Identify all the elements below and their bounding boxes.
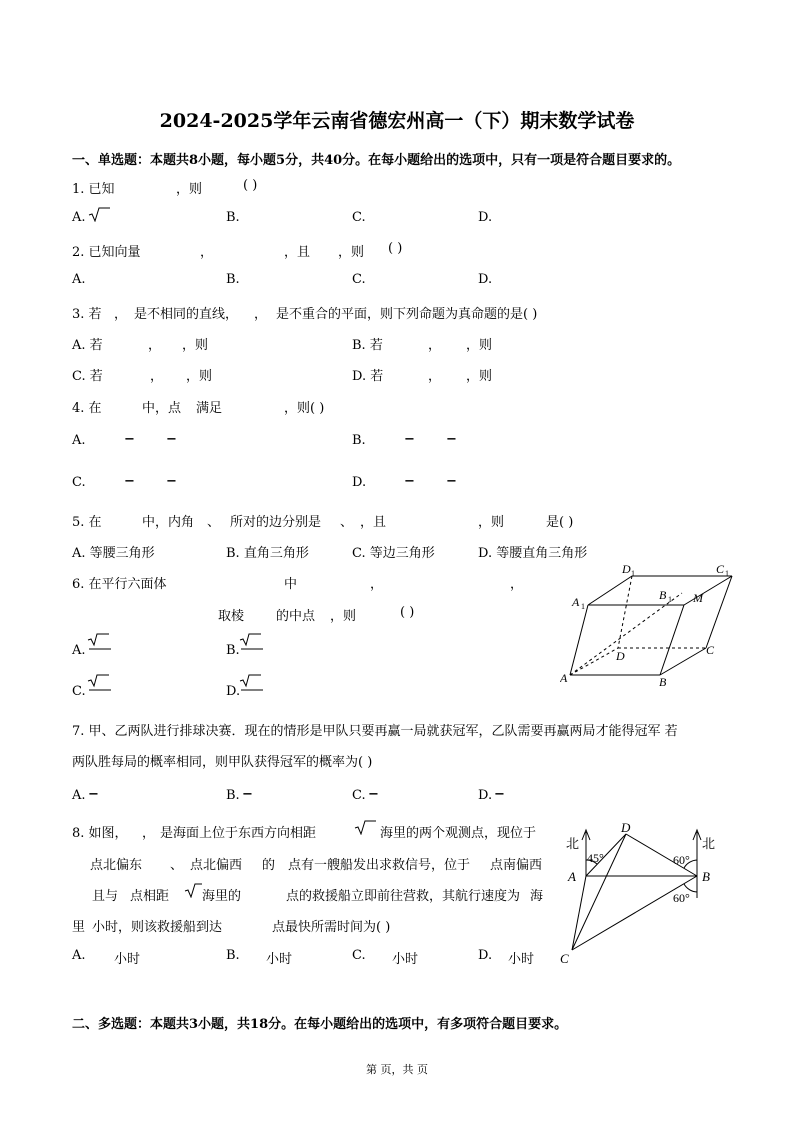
q6-stem1-c: ，	[370, 577, 384, 592]
q8-option-a-unit: 小时	[114, 952, 141, 967]
q8-line1-c: 是海面上位于东西方向相距	[160, 826, 317, 841]
q6-stem2-d: ( )	[400, 605, 415, 620]
q4-option-a-minus-2: −	[166, 432, 177, 447]
sqrt-icon	[354, 819, 376, 835]
q5-option-c: C. 等边三角形	[352, 546, 435, 561]
q3-option-b-mid: ，	[428, 338, 442, 353]
q7-option-a: A.	[72, 788, 86, 803]
q3-stem-e: 是不重合的平面，则下列命题为真命题的是( )	[276, 307, 538, 322]
q7-option-a-minus: −	[88, 787, 99, 802]
label-c: C	[560, 951, 569, 966]
q4-option-b-minus-1: −	[404, 432, 415, 447]
q3-option-d-end: ，则	[466, 369, 493, 384]
sqrt-icon	[184, 882, 202, 898]
q7-option-d-minus: −	[494, 787, 505, 802]
q4-option-c: C.	[72, 475, 86, 490]
q3-option-d-mid: ，	[428, 369, 442, 384]
label-north-left: 北	[566, 836, 580, 851]
fraction-sqrt-icon	[87, 633, 111, 651]
q3-option-b-label: B. 若	[352, 338, 383, 353]
q2-option-d: D.	[478, 272, 493, 287]
q5-option-b: B. 直角三角形	[226, 546, 309, 561]
q4-option-d-minus-1: −	[404, 474, 415, 489]
label-a: A	[568, 869, 576, 884]
q3-option-d-label: D. 若	[352, 369, 384, 384]
q4-stem-c: 满足	[196, 401, 223, 416]
q6-option-b: B.	[226, 643, 240, 658]
label-c1: C	[716, 562, 725, 576]
q7-option-b-minus: −	[242, 787, 253, 802]
label-d: D	[621, 820, 631, 835]
q5-option-d: D. 等腰直角三角形	[478, 546, 588, 561]
label-b: B	[659, 675, 667, 689]
label-angle-60-bottom: 60°	[673, 891, 690, 905]
q3-option-a-label: A. 若	[72, 338, 103, 353]
q6-stem1-d: ，	[510, 577, 524, 592]
label-d1: D	[622, 562, 631, 576]
fraction-sqrt-icon	[87, 674, 111, 692]
q6-option-c: C.	[72, 684, 86, 699]
q5-stem-e: 、	[340, 515, 354, 530]
q4-option-a: A.	[72, 433, 86, 448]
q5-stem-b: 中，内角	[142, 515, 195, 530]
q1-option-c: C.	[352, 210, 366, 225]
q6-option-a: A.	[72, 643, 86, 658]
q3-option-b-end: ，则	[466, 338, 493, 353]
q7-line1: 7. 甲、乙两队进行排球决赛．现在的情形是甲队只要再赢一局就获冠军，乙队需要再赢两局才能得冠军 若	[72, 724, 678, 739]
section-1-heading: 一、单选题：本题共8小题，每小题5分，共40分。在每小题给出的选项中，只有一项是符合题目要求的。	[72, 153, 681, 168]
q4-stem-b: 中，点	[142, 401, 182, 416]
q3-stem-b: ，	[114, 307, 128, 322]
q8-line2-d: 的	[262, 858, 276, 873]
label-angle-60-top: 60°	[673, 853, 690, 867]
page-title: 2024-2025学年云南省德宏州高一（下）期末数学试卷	[159, 110, 635, 132]
parallelepiped-figure	[560, 560, 740, 690]
q6-option-d: D.	[226, 684, 241, 699]
section-2-heading: 二、多选题：本题共3小题，共18分。在每小题给出的选项中，有多项符合题目要求。	[72, 1017, 568, 1032]
q3-option-a-end: ，则	[182, 338, 209, 353]
q8-line3-d: 点的救援船立即前往营救，其航行速度为	[286, 889, 521, 904]
q8-option-c-unit: 小时	[392, 952, 419, 967]
fraction-sqrt-icon	[239, 633, 263, 651]
q3-option-a-mid: ，	[148, 338, 162, 353]
q8-line2-b: 、	[170, 858, 184, 873]
q6-stem2-b: 的中点	[276, 609, 316, 624]
q3-option-c-end: ，则	[186, 369, 213, 384]
q1-option-b: B.	[226, 210, 240, 225]
q6-stem2-c: ，则	[330, 609, 357, 624]
label-b: B	[702, 869, 710, 884]
q4-stem-a: 4. 在	[72, 401, 102, 416]
sqrt-icon	[88, 206, 110, 222]
q5-stem-c: 、	[207, 515, 221, 530]
q7-option-d: D.	[478, 788, 493, 803]
q8-option-d-unit: 小时	[508, 952, 535, 967]
q4-stem-d: ，则( )	[284, 401, 325, 416]
q8-line3-e: 海	[530, 889, 544, 904]
q5-stem-g: ，则	[478, 515, 505, 530]
q8-line1-b: ，	[142, 826, 156, 841]
q8-line2-a: 点北偏东	[90, 858, 143, 873]
q8-line2-f: 点南偏西	[490, 858, 543, 873]
label-m: M	[693, 591, 703, 605]
label-c: C	[706, 643, 715, 657]
q3-stem-c: 是不相同的直线，	[134, 307, 239, 322]
label-d: D	[616, 649, 625, 663]
q7-option-b: B.	[226, 788, 240, 803]
q5-stem-a: 5. 在	[72, 515, 102, 530]
q2-stem-c: ，且	[284, 245, 311, 260]
q6-stem2-a: 取棱	[218, 609, 245, 624]
q1-stem-b: ，则	[176, 182, 203, 197]
q3-stem-a: 3. 若	[72, 307, 102, 322]
q5-stem-d: 所对的边分别是	[230, 515, 322, 530]
q7-option-c: C.	[352, 788, 366, 803]
q8-line4-c: 点最快所需时间为( )	[272, 920, 391, 935]
q1-stem-c: ( )	[243, 178, 258, 193]
q8-line4-a: 里	[72, 920, 86, 935]
label-b1-sub: 1	[668, 595, 672, 604]
q6-stem1-b: 中	[284, 577, 298, 592]
q5-stem-h: 是( )	[546, 515, 574, 530]
label-a1: A	[572, 595, 580, 609]
q4-option-c-minus-1: −	[124, 474, 135, 489]
q2-stem-a: 2. 已知向量	[72, 245, 141, 260]
q1-stem-a: 1. 已知	[72, 182, 115, 197]
q8-line1-a: 8. 如图，	[72, 826, 128, 841]
q5-option-a: A. 等腰三角形	[72, 546, 155, 561]
q4-option-c-minus-2: −	[166, 474, 177, 489]
label-d1-sub: 1	[631, 569, 635, 578]
q8-option-b-unit: 小时	[266, 952, 293, 967]
q8-line3-b: 点相距	[130, 889, 170, 904]
fraction-sqrt-icon	[239, 674, 263, 692]
q8-option-d-label: D.	[478, 948, 493, 963]
q8-line3-a: 且与	[92, 889, 119, 904]
q8-line1-d: 海里的两个观测点，现位于	[380, 826, 537, 841]
label-a1-sub: 1	[581, 602, 585, 611]
q4-option-b: B.	[352, 433, 366, 448]
q4-option-d: D.	[352, 475, 367, 490]
label-b1: B	[659, 588, 667, 602]
label-north-right: 北	[702, 836, 716, 851]
page-footer: 第 页，共 页	[366, 1063, 428, 1076]
q3-stem-d: ，	[254, 307, 268, 322]
q8-line4-b: 小时，则该救援船到达	[92, 920, 223, 935]
q5-stem-f: ，且	[360, 515, 387, 530]
q8-option-a-label: A.	[72, 948, 86, 963]
label-angle-45: 45°	[587, 851, 604, 865]
q8-option-c-label: C.	[352, 948, 366, 963]
q7-line2: 两队胜每局的概率相同，则甲队获得冠军的概率为( )	[72, 755, 373, 770]
q4-option-b-minus-2: −	[446, 432, 457, 447]
q3-option-c-mid: ，	[150, 369, 164, 384]
q2-stem-d: ，则	[338, 245, 365, 260]
q2-option-b: B.	[226, 272, 240, 287]
label-a: A	[560, 671, 568, 685]
q2-stem-e: ( )	[388, 241, 403, 256]
q8-line2-e: 点有一艘船发出求救信号，位于	[288, 858, 471, 873]
q8-line2-c: 点北偏西	[190, 858, 243, 873]
q4-option-d-minus-2: −	[446, 474, 457, 489]
q7-option-c-minus: −	[368, 787, 379, 802]
rescue-geometry-figure	[560, 818, 730, 968]
q4-option-a-minus-1: −	[124, 432, 135, 447]
q1-option-a: A.	[72, 210, 86, 225]
q3-option-c-label: C. 若	[72, 369, 103, 384]
q1-option-d: D.	[478, 210, 493, 225]
q8-line3-c: 海里的	[202, 889, 242, 904]
q2-option-a: A.	[72, 272, 86, 287]
label-c1-sub: 1	[725, 569, 729, 578]
q8-option-b-label: B.	[226, 948, 240, 963]
q6-stem1-a: 6. 在平行六面体	[72, 577, 167, 592]
q2-stem-b: ，	[200, 245, 214, 260]
q2-option-c: C.	[352, 272, 366, 287]
